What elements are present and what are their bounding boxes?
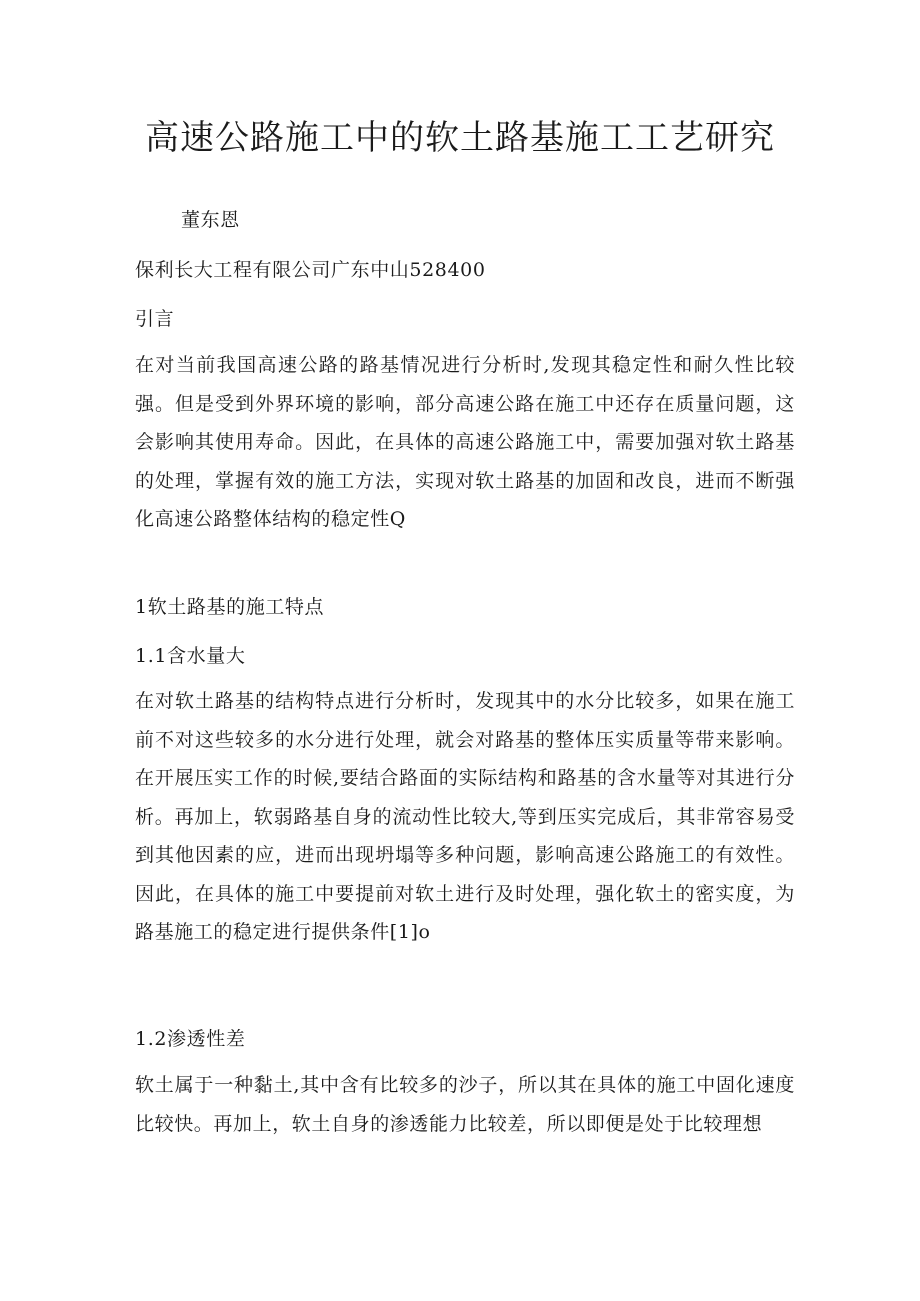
- author-affiliation: 保利长大工程有限公司广东中山528400: [135, 259, 486, 281]
- intro-heading: 引言: [135, 308, 175, 330]
- section-1-1-heading: 1.1含水量大: [135, 645, 246, 667]
- document-title: 高速公路施工中的软土路基施工工艺研究: [145, 118, 775, 158]
- section-1-2-heading: 1.2渗透性差: [135, 1028, 246, 1050]
- section-1-2-paragraph: 软土属于一种黏土,其中含有比较多的沙子，所以其在具体的施工中固化速度比较快。再加上，软土自身的渗透能力比较差，所以即便是处于比较理想: [135, 1074, 795, 1135]
- section-1-heading: 1软土路基的施工特点: [135, 596, 325, 618]
- intro-paragraph: 在对当前我国高速公路的路基情况进行分析时,发现其稳定性和耐久性比较强。但是受到外界环境的影响，部分高速公路在施工中还存在质量问题，这会影响其使用寿命。因此，在具体的高速公路施工中，需要加强对软土路基的处理，掌握有效的施工方法，实现对软土路基的加固和改良，进而不断强化高速公路整体结构的稳定性Q: [135, 354, 795, 530]
- section-1-1-paragraph: 在对软土路基的结构特点进行分析时，发现其中的水分比较多，如果在施工前不对这些较多的水分进行处理，就会对路基的整体压实质量等带来影响。在开展压实工作的时候,要结合路面的实际结构和路基的含水量等对其进行分析。再加上，软弱路基自身的流动性比较大,等到压实完成后，其非常容易受到其他因素的应，进而出现坍塌等多种问题，影响高速公路施工的有效性。因此，在具体的施工中要提前对软土进行及时处理，强化软土的密实度，为路基施工的稳定进行提供条件[1]o: [135, 690, 795, 943]
- author-name: 董东恩: [181, 209, 240, 231]
